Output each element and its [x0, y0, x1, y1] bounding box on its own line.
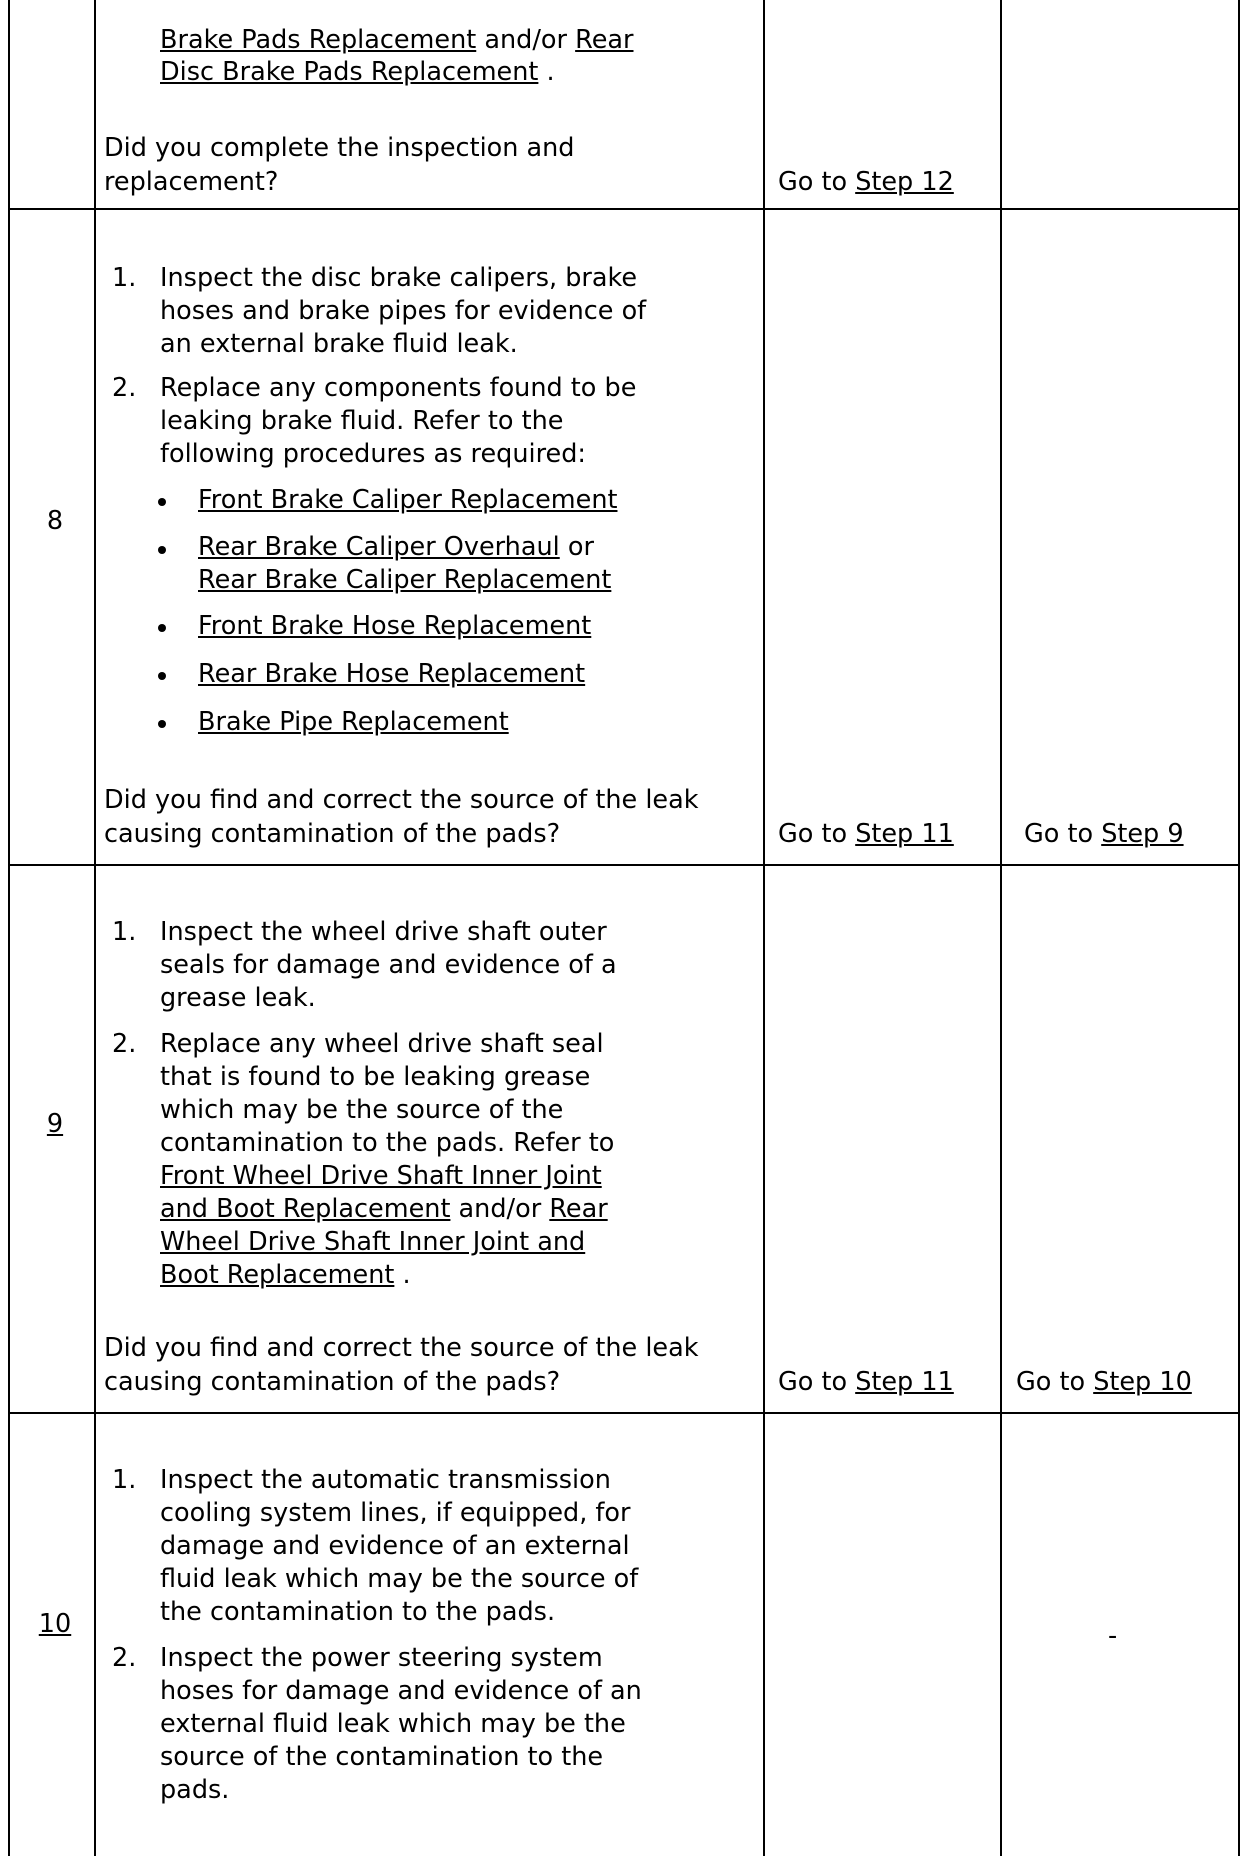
instruction-line: seals for damage and evidence of a [160, 950, 617, 980]
go-to-step-11-link[interactable]: Step 11 [855, 1367, 954, 1397]
brake-pads-replacement-link[interactable]: Brake Pads Replacement [160, 25, 477, 55]
instruction-line: pads. [160, 1775, 230, 1805]
instruction-line: an external brake fluid leak. [160, 329, 518, 359]
column-divider [8, 0, 10, 1856]
instruction-line [160, 1162, 602, 1190]
instruction-line: contamination to the pads. Refer to [160, 1128, 615, 1158]
row8-question-line1: Did you find and correct the source of the leak [104, 785, 699, 815]
instruction-line: the contamination to the pads. [160, 1597, 556, 1627]
procedure-item [198, 566, 611, 594]
instruction-line: leaking brake fluid. Refer to the [160, 406, 564, 436]
instruction-line: Inspect the automatic transmission [160, 1465, 611, 1495]
bullet-icon [158, 672, 166, 680]
front-wheel-drive-shaft-link[interactable]: and Boot Replacement [160, 1194, 451, 1224]
front-brake-hose-replacement-link[interactable]: Front Brake Hose Replacement [198, 611, 592, 641]
row9-yes-action: Go to Step 11 [778, 1367, 954, 1397]
row7-yes-action: Go to Step 12 [778, 167, 954, 197]
procedure-item [198, 708, 509, 736]
procedure-item [198, 660, 585, 688]
instruction-line: that is found to be leaking grease [160, 1062, 591, 1092]
rear-brake-caliper-replacement-link[interactable]: Rear Brake Caliper Replacement [198, 565, 612, 595]
instruction-line: Replace any components found to be [160, 373, 637, 403]
item-number: 2. [112, 373, 137, 403]
instruction-line: external fluid leak which may be the [160, 1709, 626, 1739]
instruction-line: Replace any wheel drive shaft seal [160, 1029, 604, 1059]
instruction-line: following procedures as required: [160, 439, 586, 469]
brake-pipe-replacement-link[interactable]: Brake Pipe Replacement [198, 707, 509, 737]
rear-disc-brake-pads-link[interactable]: Rear [575, 25, 634, 55]
rear-wheel-drive-shaft-link[interactable]: Rear [549, 1194, 608, 1224]
instruction-line: Boot Replacement . [160, 1260, 411, 1290]
item-number: 2. [112, 1643, 137, 1673]
row-divider [8, 208, 1240, 210]
item-number: 2. [112, 1029, 137, 1059]
instruction-line: Inspect the power steering system [160, 1643, 603, 1673]
row9-question-line1: Did you find and correct the source of the leak [104, 1333, 699, 1363]
instruction-line: damage and evidence of an external [160, 1531, 630, 1561]
step-10-anchor-link[interactable]: 10 [38, 1609, 72, 1639]
row10-no-value: - [1108, 1621, 1118, 1651]
instruction-line: Inspect the wheel drive shaft outer [160, 917, 607, 947]
instruction-line: Inspect the disc brake calipers, brake [160, 263, 638, 293]
row-divider [8, 864, 1240, 866]
instruction-line: grease leak. [160, 983, 316, 1013]
rear-brake-hose-replacement-link[interactable]: Rear Brake Hose Replacement [198, 659, 586, 689]
column-divider [1238, 0, 1240, 1856]
rear-disc-brake-pads-link[interactable]: Disc Brake Pads Replacement [160, 57, 539, 87]
row8-question-line2: causing contamination of the pads? [104, 819, 561, 849]
row9-no-action: Go to Step 10 [1016, 1367, 1192, 1397]
row-divider [8, 1412, 1240, 1414]
procedure-item: Rear Brake Caliper Overhaul or [198, 532, 594, 562]
step-number: 8 [46, 506, 64, 536]
bullet-icon [158, 624, 166, 632]
instruction-line: hoses for damage and evidence of an [160, 1676, 642, 1706]
go-to-step-12-link[interactable]: Step 12 [855, 167, 954, 197]
bullet-icon [158, 498, 166, 506]
step-9-anchor-link[interactable]: 9 [46, 1109, 64, 1139]
row8-yes-action: Go to Step 11 [778, 819, 954, 849]
row9-question-line2: causing contamination of the pads? [104, 1367, 561, 1397]
rear-wheel-drive-shaft-link[interactable]: Wheel Drive Shaft Inner Joint and [160, 1227, 586, 1257]
item-number: 1. [112, 917, 137, 947]
row7-question-line2: replacement? [104, 167, 279, 197]
front-brake-caliper-replacement-link[interactable]: Front Brake Caliper Replacement [198, 485, 618, 515]
instruction-line: and Boot Replacement and/or Rear [160, 1194, 608, 1224]
go-to-step-11-link[interactable]: Step 11 [855, 819, 954, 849]
rear-brake-caliper-overhaul-link[interactable]: Rear Brake Caliper Overhaul [198, 532, 560, 562]
bullet-icon [158, 720, 166, 728]
front-wheel-drive-shaft-link[interactable]: Front Wheel Drive Shaft Inner Joint [160, 1161, 602, 1191]
row8-no-action: Go to Step 9 [1024, 819, 1184, 849]
instruction-line: hoses and brake pipes for evidence of [160, 296, 647, 326]
instruction-line: cooling system lines, if equipped, for [160, 1498, 631, 1528]
item-number: 1. [112, 1465, 137, 1495]
step-number [8, 1110, 102, 1138]
column-divider [763, 0, 765, 1856]
instruction-line: source of the contamination to the [160, 1742, 604, 1772]
go-to-step-10-link[interactable]: Step 10 [1093, 1367, 1192, 1397]
procedure-item [198, 612, 591, 640]
go-to-step-9-link[interactable]: Step 9 [1101, 819, 1184, 849]
row7-intro-line2: Disc Brake Pads Replacement . [160, 57, 555, 87]
instruction-line [160, 1228, 585, 1256]
instruction-line: which may be the source of the [160, 1095, 564, 1125]
item-number: 1. [112, 263, 137, 293]
row7-question-line1: Did you complete the inspection and [104, 133, 575, 163]
column-divider [1000, 0, 1002, 1856]
row7-intro-line1: Brake Pads Replacement and/or Rear [160, 25, 634, 55]
step-number [8, 1610, 102, 1638]
procedure-item [198, 486, 617, 514]
bullet-icon [158, 546, 166, 554]
rear-wheel-drive-shaft-link[interactable]: Boot Replacement [160, 1260, 395, 1290]
instruction-line: fluid leak which may be the source of [160, 1564, 639, 1594]
column-divider [94, 0, 96, 1856]
